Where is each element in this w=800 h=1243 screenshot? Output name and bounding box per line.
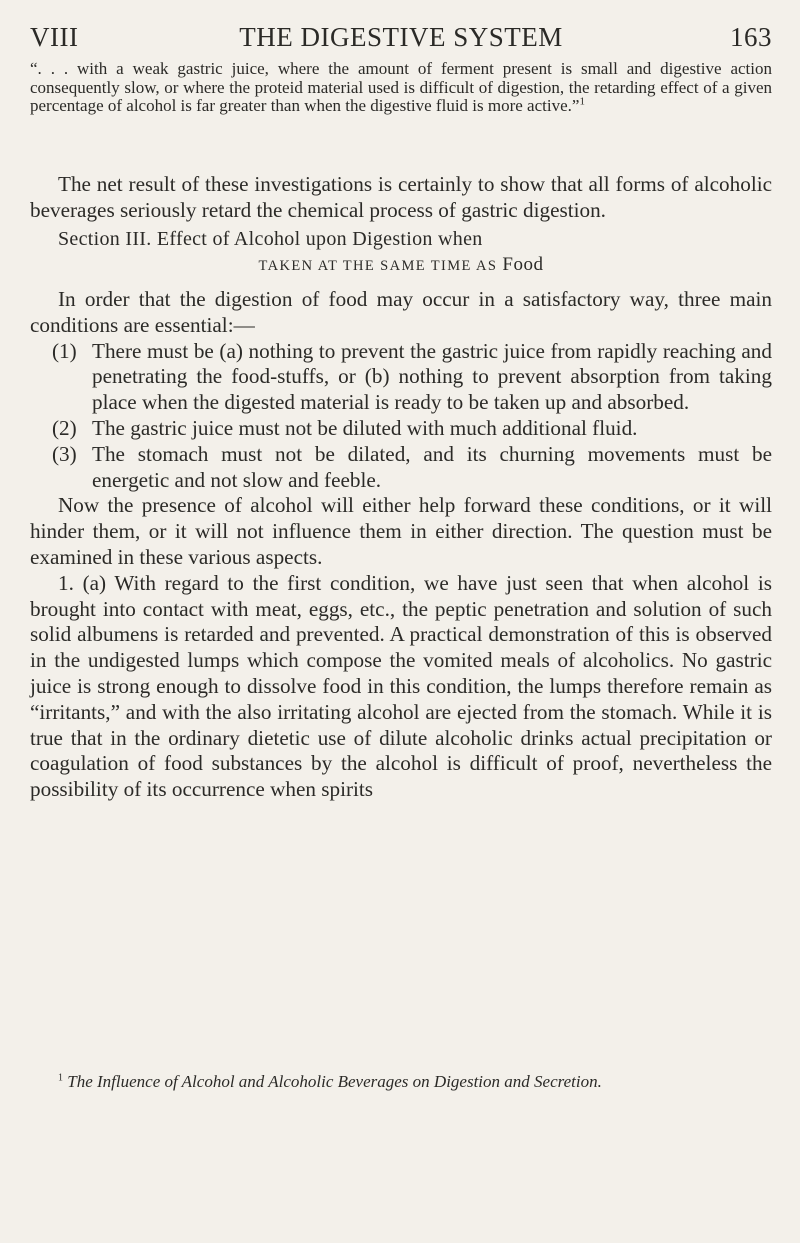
section-heading-line2 [30,252,772,279]
condition-text: There must be (a) nothing to prevent the gastric juice from rapidly reaching and penetrating the food-stuffs, or (b) nothing to prevent absorption from taking place when the digested material is ready to be taken up and absorbed. [92,338,772,415]
intro-paragraph: In order that the digestion of food may occur in a satisfactory way, three main conditions are essential:— [30,287,772,337]
section-heading-food: Food [502,254,544,275]
footnote-marker: 1 [58,1072,63,1084]
summary-paragraph [30,172,772,224]
paragraph-text: 1. (a) With regard to the first condition, we have just seen that when alcohol is brought into contact with meat, eggs, etc., the peptic penetration and solution of such solid albumens is retarded and prevented. A practical demonstration of this is observed in the undigested lumps which compose the vomited meals of alcoholics. No gastric juice is strong enough to dissolve food in this condition, the lumps therefore remain as “irritants,” and with the also irritating alcohol are ejected from the stomach. While it is true that in the ordinary dietetic use of dilute alcoholic drinks actual precipitation or coagulation of food substances by the alcohol is difficult of proof, nevertheless the possibility of its occurrence when spirits [30,570,772,802]
footnote-text: The Influence of Alcohol and Alcoholic Beverages on Digestion and Secretion. [67,1072,602,1091]
block-quote [30,60,772,116]
running-header [30,22,772,52]
page-number: 163 [730,22,772,52]
condition-text: The stomach must not be dilated, and its churning movements must be energetic and not slow and feeble. [92,441,772,492]
quote-text: “. . . with a weak gastric juice, where the amount of ferment present is small and digestive action consequently slow, or where the proteid material used is difficult of digestion, the retarding effect of a given percentage of alcohol is far greater than when the digestive fluid is more active.” [30,59,772,116]
condition-item [52,442,772,494]
condition-number: (1) [52,338,77,363]
running-title: THE DIGESTIVE SYSTEM [239,22,563,52]
footnote [30,1072,772,1092]
paragraph-text: The net result of these investigations is certainly to show that all forms of alcoholic beverages seriously retard the chemical process of gastric digestion. [30,172,772,222]
main-text [30,287,772,803]
section-heading [30,226,772,279]
condition-text: The gastric juice must not be diluted with much additional fluid. [92,415,638,440]
section-heading-line1: Section III. Effect of Alcohol upon Digestion when [58,228,483,250]
paragraph-text: Now the presence of alcohol will either help forward these conditions, or it will hinder them, or it will not influence them in either direction. The question must be examined in these various aspects. [30,493,772,569]
condition-number: (2) [52,415,77,440]
section-heading-small: TAKEN AT THE SAME TIME AS [258,258,498,274]
condition-item [52,339,772,416]
chapter-number: VIII [30,22,79,52]
condition-item [52,416,772,442]
condition-number: (3) [52,441,77,466]
footnote-ref: 1 [579,95,585,108]
